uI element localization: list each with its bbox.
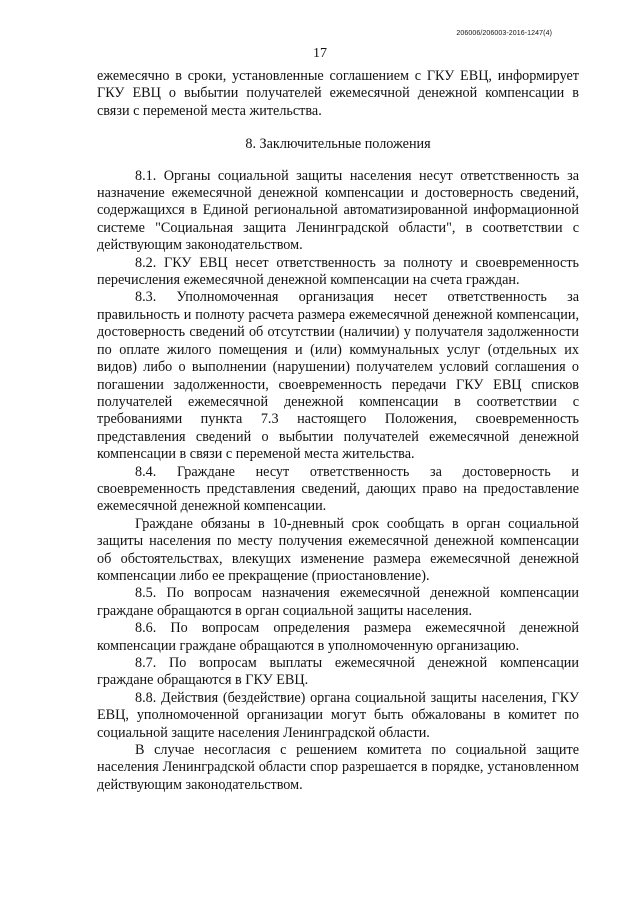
paragraph-8-3: 8.3. Уполномоченная организация несет ответственность за правильность и полноту расчета размера ежемесячной денежной компенсации, достоверность сведений об отсутствии (наличии) у получателя задолженности по оплате жилого помещения и (или) коммунальных услуг (отдельных их видов) либо о выполнении (нарушении) получателем условий соглашения о погашении задолженности, своевременность передачи ГКУ ЕВЦ списков получателей ежемесячной денежной компенсации в соответствии с требованиями пункта 7.3 настоящего Положения, своевременность представления сведений о выбытии получателей ежемесячной денежной компенсации в связи с переменой места жительства. xyxy=(97,289,579,463)
paragraph-8-8: 8.8. Действия (бездействие) органа социальной защиты населения, ГКУ ЕВЦ, уполномоченной организации могут быть обжалованы в комитет по социальной защите населения Ленинградской области. xyxy=(97,689,579,741)
page-number: 17 xyxy=(313,46,327,61)
paragraph-8-8-dispute: В случае несогласия с решением комитета по социальной защите населения Ленинградской области спор разрешается в порядке, установленном действующим законодательством. xyxy=(97,742,579,793)
document-body xyxy=(97,68,579,794)
paragraph-8-5: 8.5. По вопросам назначения ежемесячной денежной компенсации граждане обращаются в орган социальной защиты населения. xyxy=(97,585,579,619)
section-title: 8. Заключительные положения xyxy=(245,136,431,153)
paragraph-8-4-obligation: Граждане обязаны в 10-дневный срок сообщать в орган социальной защиты населения по месту получения ежемесячной денежной компенсации об обстоятельствах, влекущих изменение размера ежемесячной денежной компенсации либо ее прекращение (приостановление). xyxy=(97,515,579,584)
paragraph-8-6: 8.6. По вопросам определения размера ежемесячной денежной компенсации граждане обращаются в уполномоченную организацию. xyxy=(97,620,579,654)
document-code: 206006/206003-2016-1247(4) xyxy=(456,30,552,37)
paragraph-8-7: 8.7. По вопросам выплаты ежемесячной денежной компенсации граждане обращаются в ГКУ ЕВЦ. xyxy=(97,655,579,689)
paragraph-8-4: 8.4. Граждане несут ответственность за достоверность и своевременность представления сведений, дающих право на предоставление ежемесячной денежной компенсации. xyxy=(97,463,579,515)
paragraph-8-1: 8.1. Органы социальной защиты населения несут ответственность за назначение ежемесячной денежной компенсации и достоверность сведений, содержащихся в Единой региональной автоматизированной информационной системе "Социальная защита Ленинградской области", в соответствии с действующим законодательством. xyxy=(97,167,579,254)
paragraph-intro: ежемесячно в сроки, установленные соглашением с ГКУ ЕВЦ, информирует ГКУ ЕВЦ о выбытии получателей ежемесячной денежной компенсации в связи с переменой места жительства. xyxy=(97,68,579,119)
paragraph-8-2: 8.2. ГКУ ЕВЦ несет ответственность за полноту и своевременность перечисления ежемесячной денежной компенсации на счета граждан. xyxy=(97,254,579,289)
